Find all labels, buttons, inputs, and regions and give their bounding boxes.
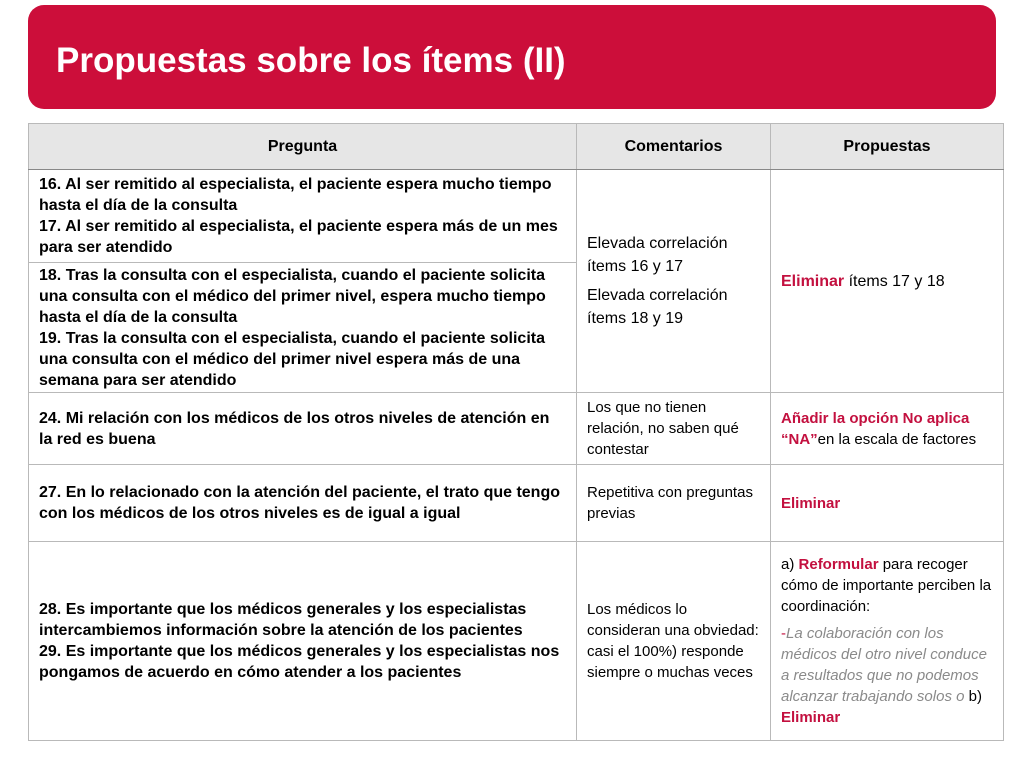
question-cell-18-19 <box>29 263 577 393</box>
question-cell-16-17 <box>29 170 577 263</box>
table-row <box>29 465 1004 542</box>
question-27: 27. En lo relacionado con la atención del paciente, el trato que tengo con los médicos de los otros niveles es de igual a igual <box>29 465 577 542</box>
proposal-b-prefix: b) <box>964 688 982 705</box>
table-row <box>29 542 1004 741</box>
comment-correlation-16-17: Elevada correlación ítems 16 y 17 <box>587 235 728 275</box>
proposal-27-action: Eliminar <box>781 494 841 512</box>
header-comentarios: Comentarios <box>577 124 771 170</box>
proposals-table <box>28 123 1004 741</box>
table-row <box>29 170 1004 263</box>
question-cell-28-29 <box>29 542 577 741</box>
proposal-quote-dash: - <box>781 625 786 642</box>
proposal-rest: ítems 17 y 18 <box>844 272 945 290</box>
question-16: 16. Al ser remitido al especialista, el paciente espera mucho tiempo hasta el día de la consulta <box>39 176 552 214</box>
proposal-cell-eliminate-17-18 <box>771 170 1004 393</box>
proposal-a-action: Reformular <box>798 556 879 573</box>
table-header-row <box>29 124 1004 170</box>
proposal-a-prefix: a) <box>781 556 799 573</box>
proposal-24-highlight: Añadir la opción No aplica “NA” <box>781 409 970 448</box>
question-19: 19. Tras la consulta con el especialista, cuando el paciente solicita una consulta con el médico del primer nivel espera más de una semana para ser atendido <box>39 329 545 389</box>
comment-24: Los que no tienen relación, no saben qué contestar <box>577 393 771 465</box>
comment-correlation-18-19: Elevada correlación ítems 18 y 19 <box>587 287 728 327</box>
header-propuestas: Propuestas <box>771 124 1004 170</box>
comment-28-29: Los médicos lo consideran una obviedad: casi el 100%) responde siempre o muchas veces <box>577 542 771 741</box>
question-17: 17. Al ser remitido al especialista, el paciente espera más de un mes para ser atendido <box>39 218 558 256</box>
comment-27: Repetitiva con preguntas previas <box>577 465 771 542</box>
page-title: Propuestas sobre los ítems (II) <box>56 41 566 80</box>
proposal-a-rest: para recoger cómo de importante perciben la coordinación: <box>781 556 992 615</box>
comment-cell-correlation <box>577 170 771 393</box>
proposal-24-rest: en la escala de factores <box>817 430 977 448</box>
proposal-quote: La colaboración con los médicos del otro nivel conduce a resultados que no podemos alcanzar trabajando solos o <box>781 625 987 705</box>
question-18: 18. Tras la consulta con el especialista, cuando el paciente solicita una consulta con el médico del primer nivel, espera mucho tiempo hasta el día de la consulta <box>39 266 546 326</box>
proposal-b-action: Eliminar <box>781 709 841 726</box>
question-28: 28. Es importante que los médicos generales y los especialistas intercambiemos información sobre la atención de los pacientes <box>39 601 527 639</box>
proposal-cell-28-29 <box>771 542 1004 741</box>
table-row <box>29 393 1004 465</box>
question-29: 29. Es importante que los médicos generales y los especialistas nos pongamos de acuerdo en cómo atender a los pacientes <box>39 643 560 681</box>
proposal-a <box>781 554 993 617</box>
proposal-quote-block <box>781 623 993 728</box>
title-banner <box>28 5 996 109</box>
proposal-27 <box>771 465 1004 542</box>
proposal-action: Eliminar <box>781 272 845 290</box>
proposal-cell-24 <box>771 393 1004 465</box>
header-pregunta: Pregunta <box>29 124 577 170</box>
question-24: 24. Mi relación con los médicos de los otros niveles de atención en la red es buena <box>29 393 577 465</box>
